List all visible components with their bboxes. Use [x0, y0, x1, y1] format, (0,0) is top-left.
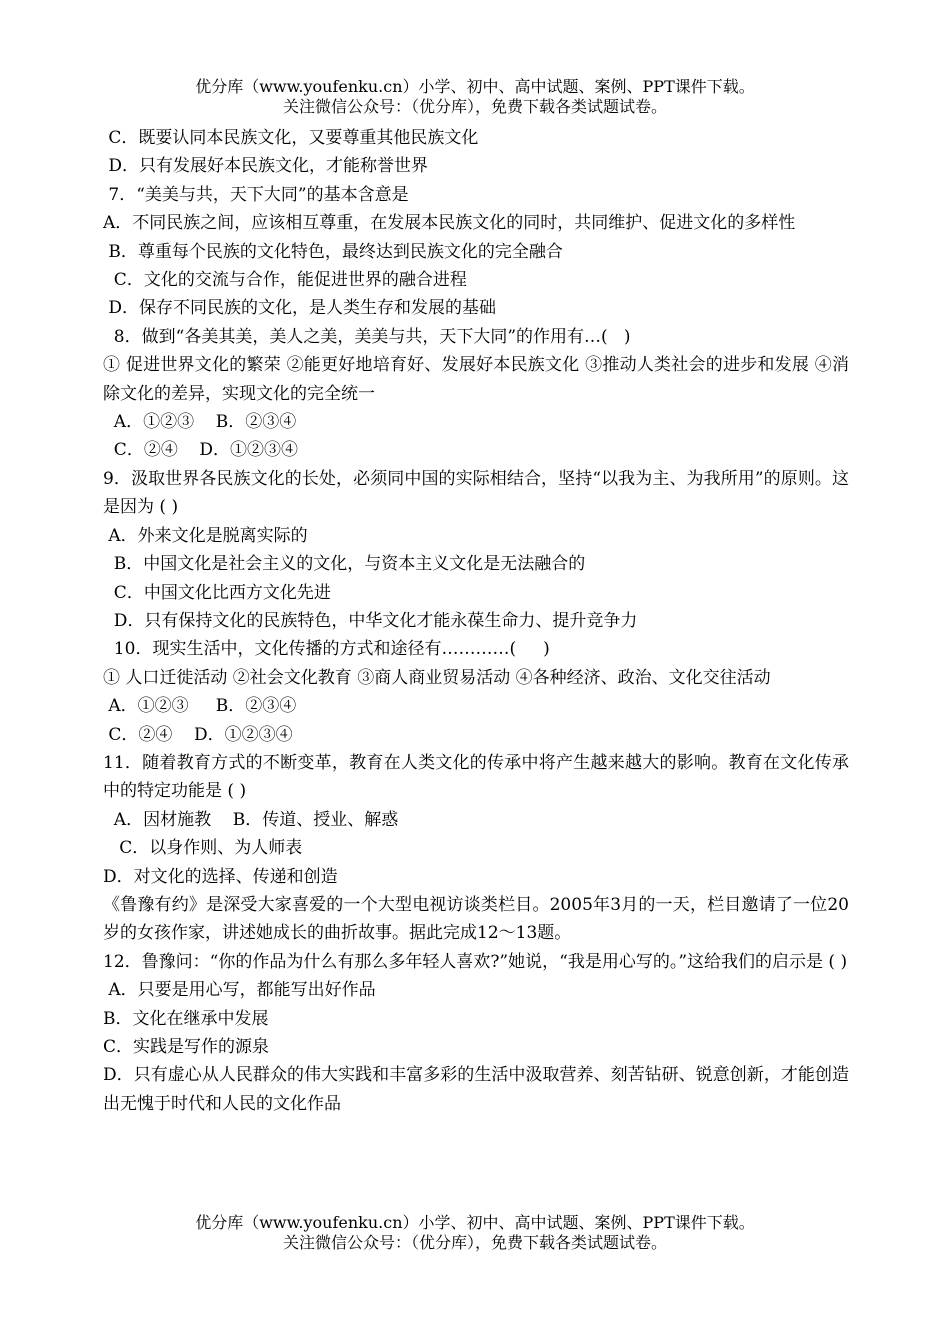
options-cd-q8: C．②④ D．①②③④	[103, 440, 299, 461]
question-11: 11．随着教育方式的不断变革，教育在人类文化的传承中将产生越来越大的影响。教育在文化传承中的特定功能是 ( )	[103, 752, 849, 802]
option-c-q9: C．中国文化比西方文化先进	[103, 582, 331, 603]
page-footer	[0, 1213, 950, 1253]
question-9: 9．汲取世界各民族文化的长处，必须同中国的实际相结合，坚持“以我为主、为我所用”的原则。这是因为 ( )	[103, 468, 849, 518]
option-b-q9: B．中国文化是社会主义的文化，与资本主义文化是无法融合的	[103, 554, 586, 575]
option-b-q7: B．尊重每个民族的文化特色，最终达到民族文化的完全融合	[103, 241, 563, 262]
options-ab-q10: A．①②③ B．②③④	[103, 696, 297, 717]
question-7: 7．“美美与共，天下大同”的基本含意是	[103, 184, 409, 205]
question-10: 10．现实生活中，文化传播的方式和途径有…………( )	[103, 639, 550, 660]
header-line-2: 关注微信公众号：（优分库），免费下载各类试题试卷。	[282, 97, 667, 116]
option-d-q7: D．保存不同民族的文化，是人类生存和发展的基础	[103, 298, 497, 319]
option-c-q7: C．文化的交流与合作，能促进世界的融合进程	[103, 270, 467, 291]
header-line-1: 优分库（www.youfenku.cn）小学、初中、高中试题、案例、PPT课件下载。	[195, 77, 755, 96]
option-d-q6: D．只有发展好本民族文化，才能称誉世界	[103, 156, 429, 177]
footer-line-2: 关注微信公众号：（优分库），免费下载各类试题试卷。	[282, 1233, 667, 1252]
page-header	[0, 77, 950, 117]
option-c-q12: C．实践是写作的源泉	[103, 1037, 270, 1057]
question-12: 12．鲁豫问：“你的作品为什么有那么多年轻人喜欢?”她说，“我是用心写的。”这给我们的启示是 ( )	[103, 951, 848, 972]
option-c-q11: C．以身作则、为人师表	[103, 838, 303, 859]
option-d-q12: D．只有虚心从人民群众的伟大实践和丰富多彩的生活中汲取营养、刻苦钻研、锐意创新，才能创造出无愧于时代和人民的文化作品	[103, 1065, 849, 1114]
question-8: 8．做到“各美其美，美人之美，美美与共，天下大同”的作用有…( )	[103, 326, 631, 347]
option-d-q9: D．只有保持文化的民族特色，中华文化才能永葆生命力、提升竞争力	[103, 610, 638, 631]
options-cd-q10: C．②④ D．①②③④	[103, 724, 293, 745]
option-a-q12: A．只要是用心写，都能写出好作品	[103, 980, 376, 1001]
option-a-q9: A．外来文化是脱离实际的	[103, 525, 308, 546]
options-ab-q11: A．因材施教 B．传道、授业、解惑	[103, 809, 399, 830]
document-body	[103, 124, 849, 1118]
statements-q10: ① 人口迁徙活动 ②社会文化教育 ③商人商业贸易活动 ④各种经济、政治、文化交往活动	[103, 667, 771, 688]
option-b-q12: B．文化在继承中发展	[103, 1008, 269, 1029]
option-d-q11: D．对文化的选择、传递和创造	[103, 866, 338, 887]
passage-intro: 《鲁豫有约》是深受大家喜爱的一个大型电视访谈类栏目。2005年3月的一天，栏目邀请了一位20岁的女孩作家，讲述她成长的曲折故事。据此完成12～13题。	[103, 894, 849, 944]
options-ab-q8: A．①②③ B．②③④	[103, 412, 297, 433]
option-c-q6: C．既要认同本民族文化，又要尊重其他民族文化	[103, 128, 479, 148]
footer-line-1: 优分库（www.youfenku.cn）小学、初中、高中试题、案例、PPT课件下载。	[195, 1213, 755, 1232]
option-a-q7: A．不同民族之间，应该相互尊重，在发展本民族文化的同时，共同维护、促进文化的多样性	[103, 213, 796, 234]
statements-q8: ① 促进世界文化的繁荣 ②能更好地培育好、发展好本民族文化 ③推动人类社会的进步和发展 ④消除文化的差异，实现文化的完全统一	[103, 355, 849, 404]
